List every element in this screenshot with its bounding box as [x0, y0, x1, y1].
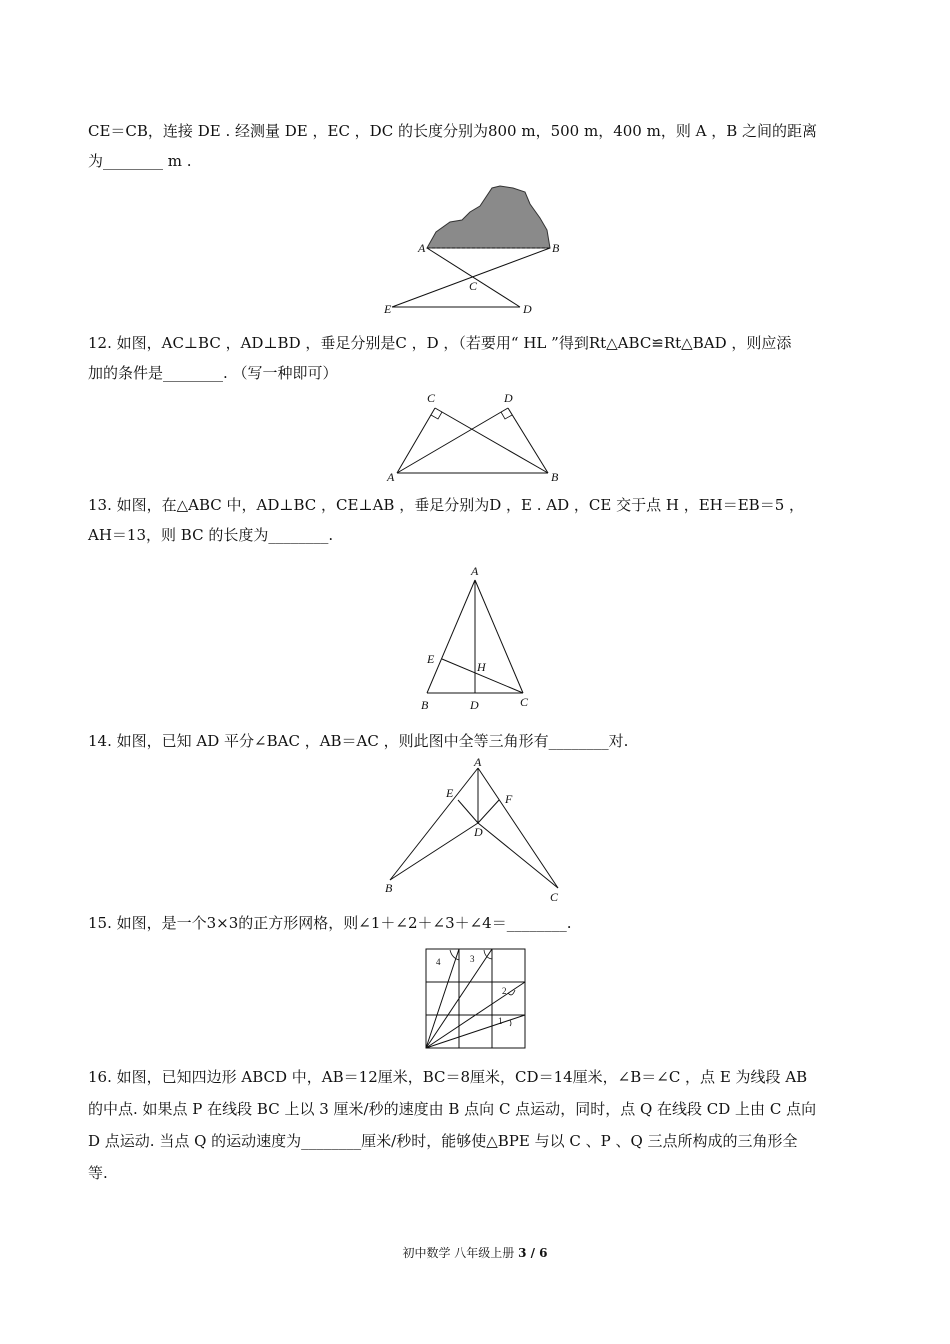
right-angle-mark-d — [501, 412, 512, 419]
segment-df — [478, 800, 499, 823]
segment-db — [390, 823, 478, 880]
label-e: E — [446, 786, 454, 800]
segment-ac — [478, 768, 558, 888]
angle-label-4: 4 — [436, 957, 441, 967]
angle-label-3: 3 — [470, 954, 475, 964]
segment-ab — [427, 580, 475, 693]
label-c: C — [520, 695, 529, 709]
label-e: E — [427, 652, 435, 666]
q12-line1: 12. 如图，AC⊥BC ，AD⊥BD ，垂足分别是C ，D ，（若要用“ HL ”得到Rt△ABC≌Rt△BAD ，则应添 — [88, 334, 792, 352]
label-a: A — [471, 564, 479, 578]
segment-ab — [390, 768, 478, 880]
q15-line1: 15. 如图，是一个3×3的正方形网格，则∠1＋∠2＋∠3＋∠4＝________. — [88, 914, 572, 932]
segment-ac — [397, 408, 435, 473]
angle-label-1: 1 — [498, 1016, 503, 1026]
q13-line2: AH＝13，则 BC 的长度为________. — [88, 526, 334, 544]
label-b: B — [552, 241, 560, 255]
footer-text: 初中数学 八年级上册 — [402, 1246, 519, 1260]
q12-line2: 加的条件是________. （写一种即可） — [88, 364, 338, 382]
right-angle-mark-c — [431, 412, 442, 419]
figure-15 — [418, 944, 533, 1056]
segment-dc — [478, 823, 558, 888]
segment-de — [458, 800, 478, 823]
label-h: H — [477, 660, 486, 674]
label-d: D — [523, 302, 532, 316]
figure-13 — [410, 560, 540, 715]
label-a: A — [474, 756, 482, 769]
label-a: A — [387, 470, 395, 484]
angle-label-2: 2 — [502, 986, 507, 996]
grid-diagonals — [426, 949, 525, 1048]
figure-14 — [378, 756, 578, 906]
label-a: A — [418, 241, 426, 255]
q11-line2: 为________ m . — [88, 152, 192, 170]
figure-11 — [380, 182, 580, 317]
page-footer — [0, 1244, 950, 1261]
label-d: D — [470, 698, 479, 712]
q16-line3: D 点运动. 当点 Q 的运动速度为________厘米/秒时，能够使△BPE 与以 C 、P 、Q 三点所构成的三角形全 — [88, 1132, 798, 1150]
label-c: C — [427, 391, 436, 405]
label-c: C — [469, 279, 478, 293]
label-c: C — [550, 890, 559, 904]
segment-db — [508, 408, 548, 473]
label-f: F — [505, 792, 513, 806]
figure-12 — [380, 390, 570, 485]
q13-line1: 13. 如图，在△ABC 中，AD⊥BC ，CE⊥AB ，垂足分别为D ，E . AD ，CE 交于点 H ，EH＝EB＝5 ， — [88, 496, 805, 514]
mountain-shape — [427, 186, 550, 248]
label-e: E — [384, 302, 392, 316]
q16-line1: 16. 如图，已知四边形 ABCD 中，AB＝12厘米，BC＝8厘米，CD＝14厘米，∠B＝∠C ，点 E 为线段 AB — [88, 1068, 808, 1086]
segment-be — [392, 248, 550, 307]
segment-ad — [427, 248, 520, 307]
label-b: B — [385, 881, 393, 895]
q11-line1: CE＝CB，连接 DE . 经测量 DE ，EC ，DC 的长度分别为800 m，500 m，400 m，则 A ，B 之间的距离 — [88, 122, 817, 140]
q16-line2: 的中点. 如果点 P 在线段 BC 上以 3 厘米/秒的速度由 B 点向 C 点运动，同时，点 Q 在线段 CD 上由 C 点向 — [88, 1100, 817, 1118]
label-b: B — [421, 698, 429, 712]
q16-line4: 等. — [88, 1164, 108, 1182]
page-number: 3 / 6 — [518, 1246, 548, 1260]
q14-line1: 14. 如图，已知 AD 平分∠BAC ，AB＝AC ，则此图中全等三角形有________对. — [88, 732, 629, 750]
label-d: D — [504, 391, 513, 405]
grid-3x3 — [426, 949, 525, 1048]
label-d: D — [474, 825, 483, 839]
label-b: B — [551, 470, 559, 484]
